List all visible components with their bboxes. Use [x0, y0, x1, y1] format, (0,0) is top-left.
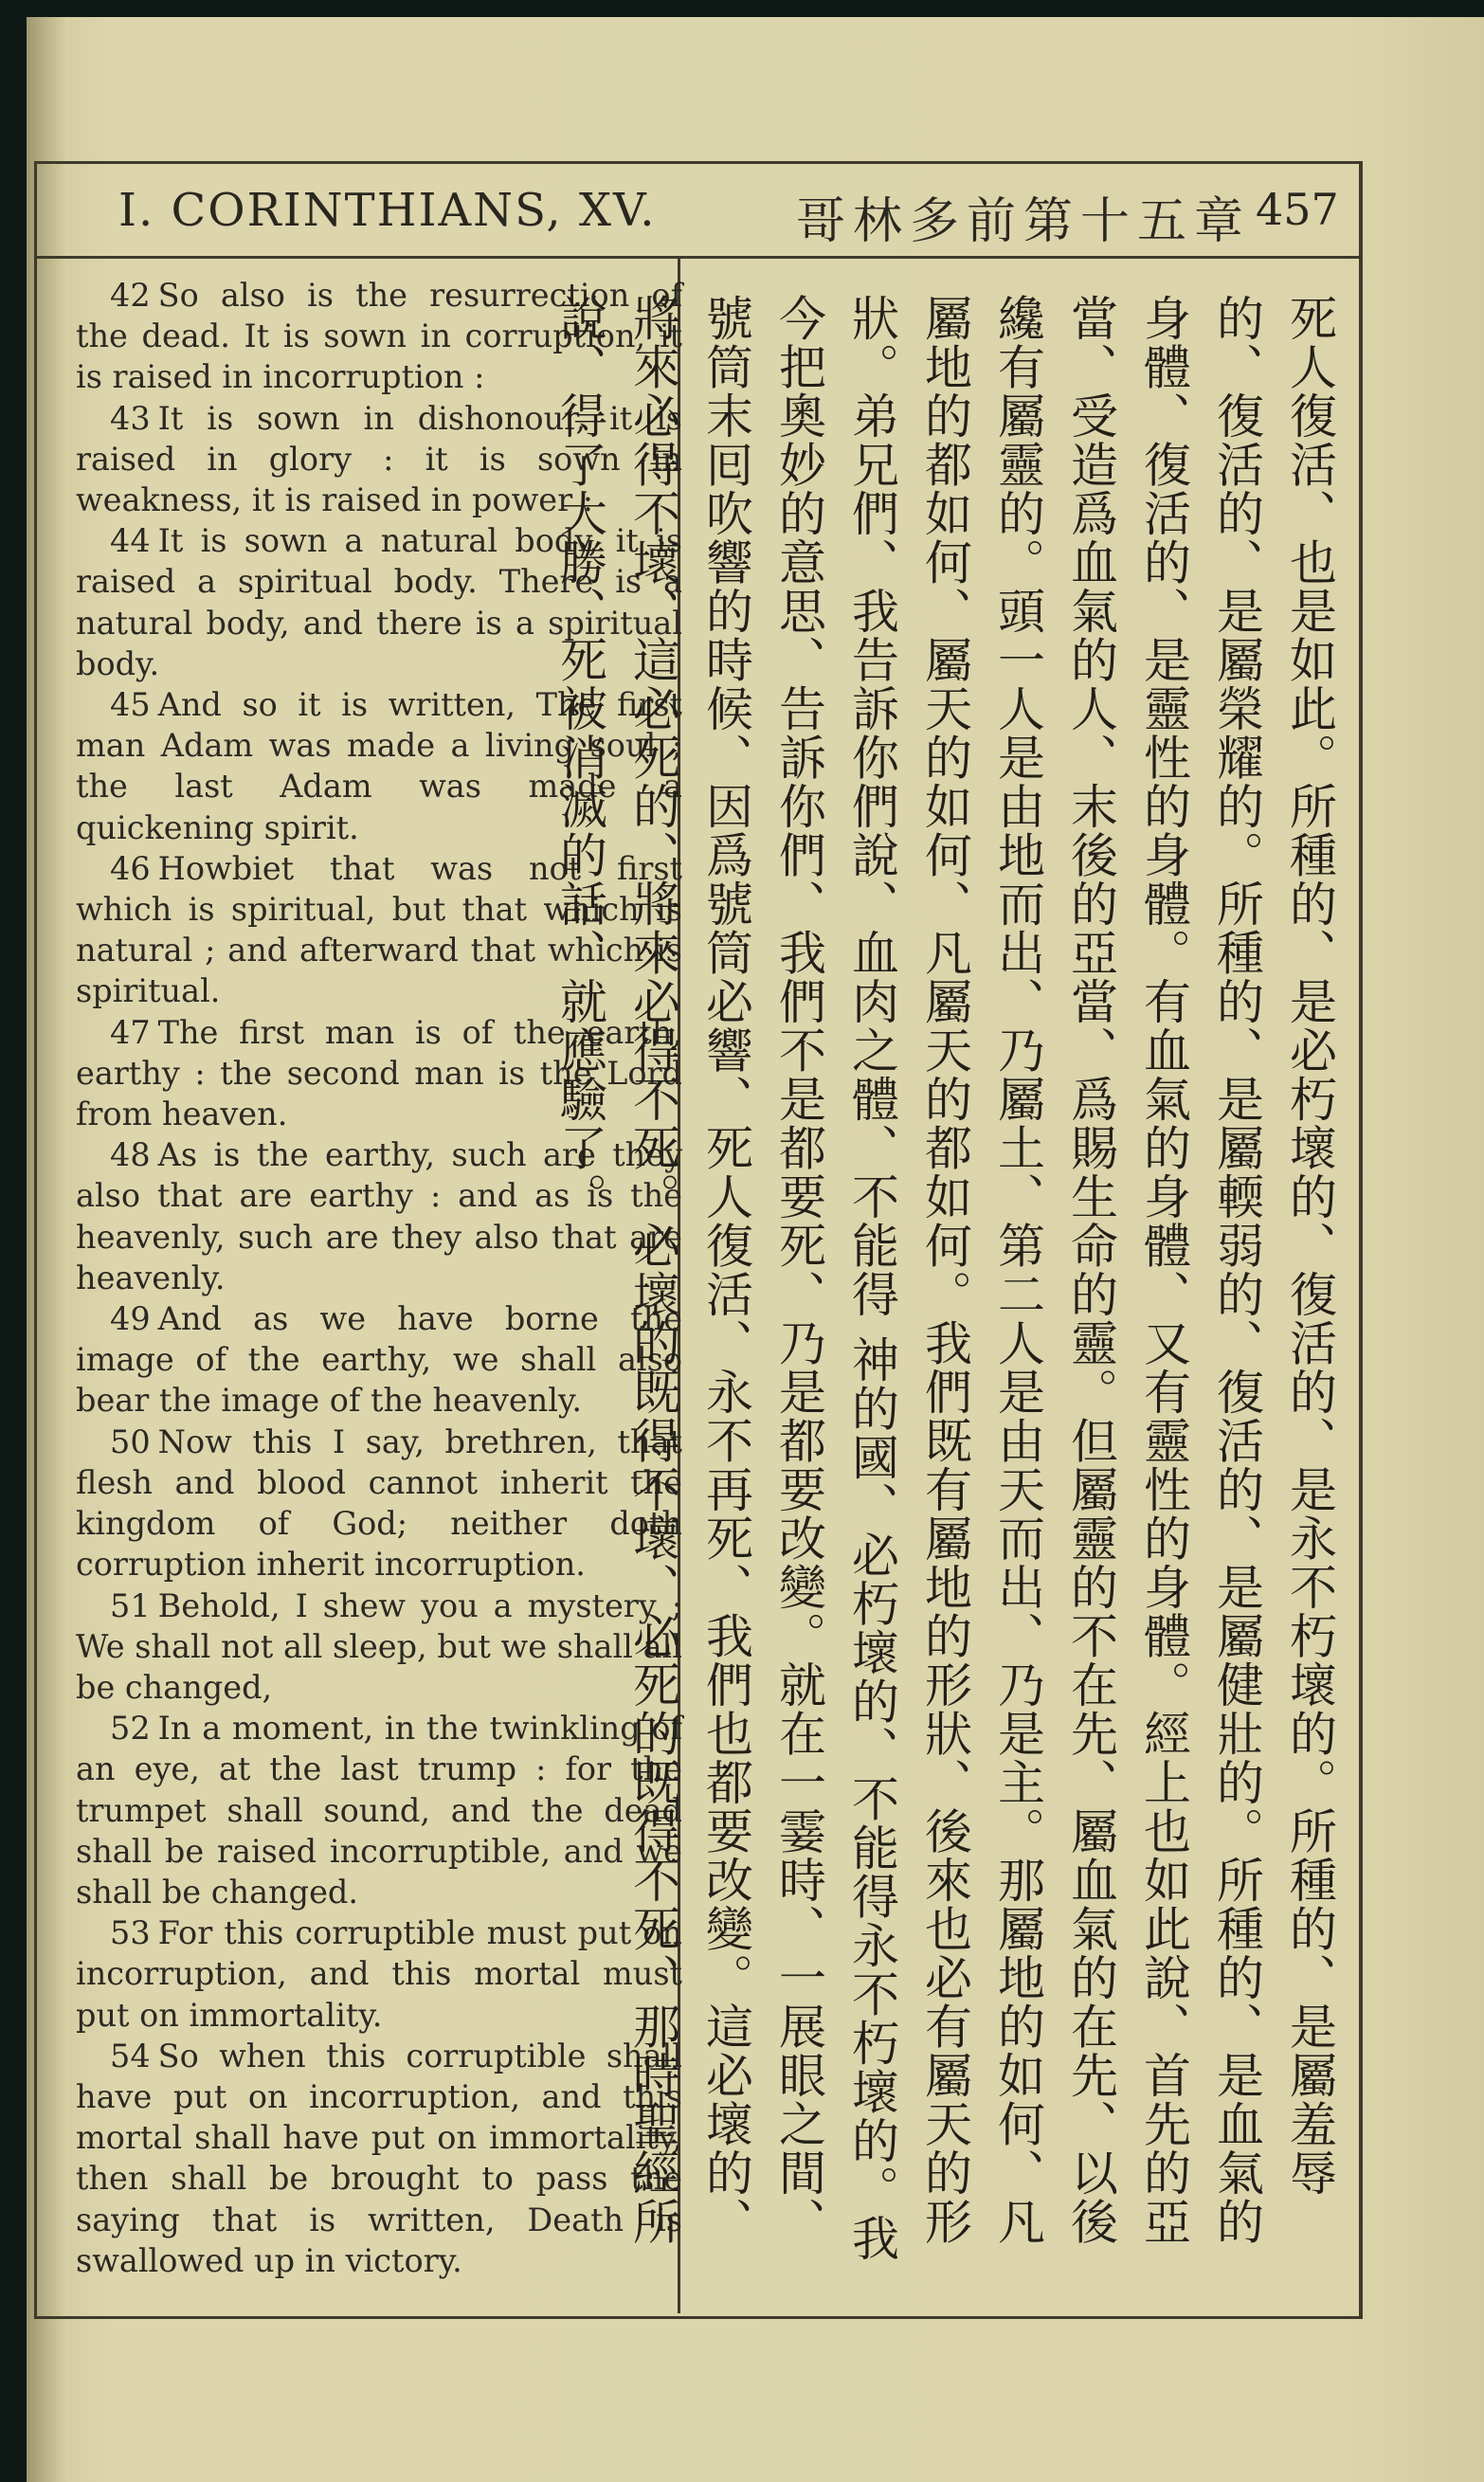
english-running-head: I. CORINTHIANS, XV. — [118, 184, 657, 237]
verse-text: As is the earthy, such are they also that are earthy : and as is the heavenly, such are they also that are heavenly. — [76, 1136, 682, 1296]
verse-number: 43 — [110, 399, 151, 437]
verse-text: It is sown in dishonour, it is raised in glory : it is sown in weakness, it is raised in power : — [76, 399, 682, 519]
verse-text: It is sown a natural body, it is raised a spiritual body. There is a natural body, and there is a spiritual body. — [76, 522, 682, 682]
chinese-column — [552, 294, 1346, 2293]
verse-number: 49 — [110, 1300, 151, 1338]
verse-text: The first man is of the earth, earthy : the second man is the Lord from heaven. — [76, 1013, 682, 1133]
verse-number: 48 — [110, 1136, 151, 1174]
verse-text: For this corruptible must put on incorruption, and this mortal must put on immortality. — [76, 1914, 682, 2034]
verse-number: 46 — [110, 849, 151, 887]
verse-number: 51 — [110, 1586, 151, 1624]
verse-text: And so it is written, The first man Adam was made a living soul ; the last Adam was made a quickening spirit. — [76, 686, 682, 846]
header-rule — [34, 256, 1360, 259]
page-number: 457 — [1256, 184, 1339, 235]
chinese-running-head: 哥林多前第十五章 — [796, 193, 1252, 250]
verse-number: 50 — [110, 1422, 151, 1460]
verse-number: 47 — [110, 1013, 151, 1051]
verse-number: 44 — [110, 522, 151, 560]
verse-text: So when this corruptible shall have put on incorruption, and this mortal shall have put on immortality, then shall be brought to pass the saying that is written, Death is swallowed up in victory. — [76, 2037, 682, 2279]
verse-text: So also is the resurrection of the dead. It is sown in corruption, it is raised in incorruption : — [76, 277, 682, 396]
verse-text: In a moment, in the twinkling of an eye, at the last trump : for the trumpet shall sound, and the dead shall be raised incorruptible, and we shall be changed. — [76, 1710, 682, 1911]
verse-text: And as we have borne the image of the earthy, we shall also bear the image of the heavenly. — [76, 1300, 682, 1420]
verse-text: Now this I say, brethren, that flesh and blood cannot inherit the kingdom of God; neither doth corruption inherit incorruption. — [76, 1422, 682, 1584]
verse-text: Howbiet that was not first which is spiritual, but that which is natural ; and afterward that which is spiritual. — [76, 849, 682, 1010]
verse-text: Behold, I shew you a mystery ; We shall not all sleep, but we shall all be changed, — [76, 1586, 682, 1706]
verse-number: 45 — [110, 686, 151, 724]
verse-number: 53 — [110, 1914, 151, 1952]
verse-number: 42 — [110, 277, 151, 314]
verse-number: 54 — [110, 2037, 151, 2074]
verse-number: 52 — [110, 1710, 151, 1748]
chinese-text: 死人復活、也是如此。所種的、是必朽壞的、復活的、是永不朽壞的。所種的、是屬羞辱的、復活的、是屬榮耀的。所種的、是屬輭弱的、復活的、是屬健壯的。所種的、是血氣的身體、復活的、是靈性的身體。有血氣的身體、又有靈性的身體。經上也如此說、首先的亞當、受造爲血氣的人、末後的亞當、爲賜生命的靈。但屬靈的不在先、屬血氣的在先、以後纔有屬靈的。頭一人是由地而出、乃屬土、第二人是由天而出、乃是主。那屬地的如何、凡屬地的都如何、屬天的如何、凡屬天的都如何。我們既有屬地的形狀、後來也必有屬天的形狀。弟兄們、我告訴你們說、血肉之體、不能得 神的國、必朽壞的、不能得永不朽壞的。我今把奧妙的意思、告訴你們、我們不是都要死、乃是都要改變。就在一霎時、一展眼之間、號筒末囘吹響的時候、因爲號筒必響、死人復活、永不再死、我們也都要改變。這必壞的、將來必得不壞、這必死的、將來必得不死。必壞的既得不壞、必死的既得不死、那時聖經所說、得了大勝、死被消滅的話、就應驗了。 — [552, 294, 1337, 2263]
